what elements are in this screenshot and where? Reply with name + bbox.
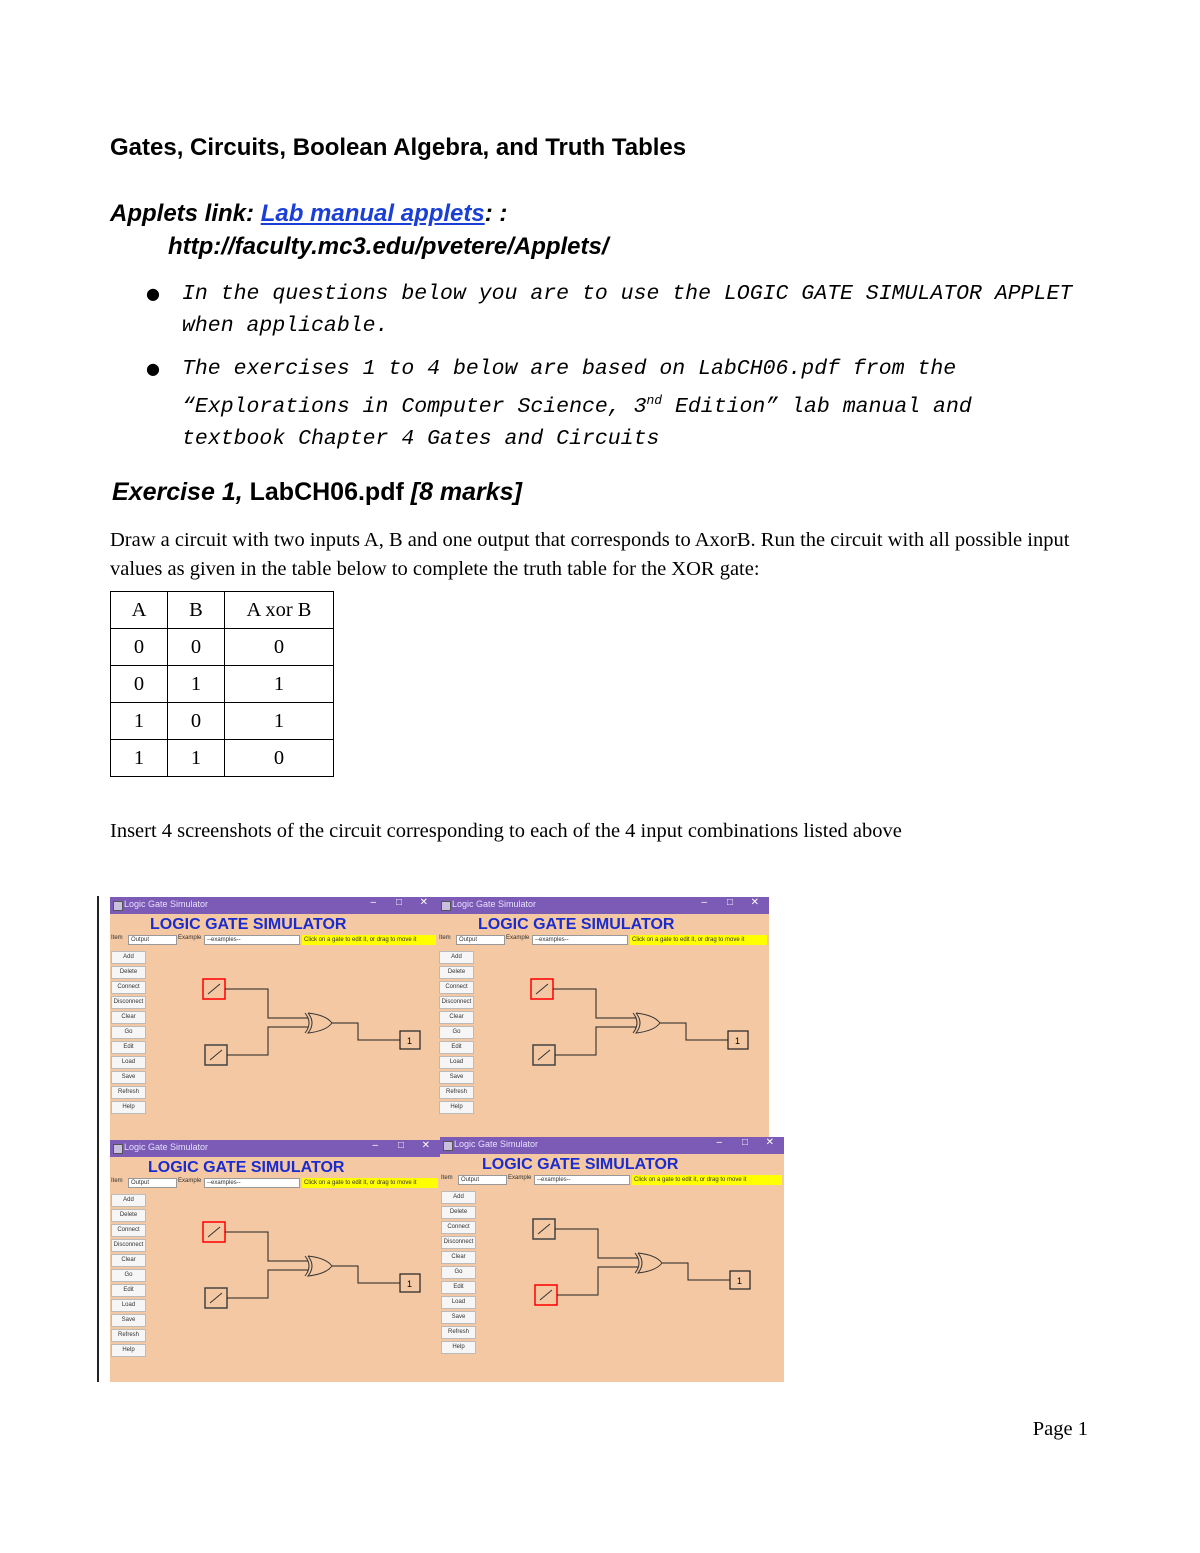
wire-out	[332, 1023, 400, 1040]
xor-gate-curve[interactable]	[305, 1256, 309, 1276]
bullet-icon: ●	[146, 359, 160, 378]
simulator-screenshot	[110, 897, 438, 1140]
simulator-button[interactable]: Add	[111, 951, 146, 964]
wire-b	[227, 1270, 308, 1298]
simulator-button[interactable]: Connect	[111, 981, 146, 994]
simulator-button[interactable]: Edit	[441, 1281, 476, 1294]
simulator-button[interactable]: Save	[441, 1311, 476, 1324]
bullet-icon: ●	[146, 284, 160, 303]
wire-b	[557, 1267, 638, 1295]
example-label: Example	[178, 935, 202, 941]
close-icon[interactable]: ✕	[750, 897, 759, 908]
simulator-button[interactable]: Load	[441, 1296, 476, 1309]
output-value: 1	[737, 1276, 743, 1286]
switch-a-icon[interactable]	[208, 1227, 220, 1237]
simulator-button[interactable]: Go	[111, 1026, 146, 1039]
simulator-button[interactable]: Delete	[441, 1206, 476, 1219]
table-cell: 0	[168, 629, 225, 666]
simulator-title: LOGIC GATE SIMULATOR	[148, 1159, 345, 1176]
xor-gate-curve[interactable]	[633, 1013, 637, 1033]
simulator-button[interactable]: Refresh	[439, 1086, 474, 1099]
maximize-icon[interactable]: □	[397, 1140, 404, 1151]
hint-bar: Click on a gate to edit it, or drag to move it	[632, 1175, 782, 1185]
mode-label: Item	[111, 1178, 123, 1184]
wire-b	[227, 1027, 308, 1055]
simulator-button[interactable]: Delete	[111, 966, 146, 979]
close-icon[interactable]: ✕	[419, 897, 428, 908]
exercise-text: Draw a circuit with two inputs A, B and one output that corresponds to AxorB. Run the circuit with all possible input values as given in the table below to complete the truth table for the XOR gate:	[110, 529, 1070, 580]
simulator-screenshot	[110, 1140, 440, 1382]
simulator-button[interactable]: Edit	[439, 1041, 474, 1054]
simulator-title: LOGIC GATE SIMULATOR	[482, 1156, 679, 1173]
xor-gate[interactable]	[636, 1013, 660, 1033]
instructions-list	[146, 278, 1076, 466]
mode-label: Item	[439, 935, 451, 941]
simulator-button[interactable]: Edit	[111, 1284, 146, 1297]
wire-a	[225, 1232, 308, 1261]
example-select[interactable]: --examples--	[532, 935, 628, 945]
xor-gate[interactable]	[308, 1256, 332, 1276]
table-cell: 1	[111, 703, 168, 740]
maximize-icon[interactable]: □	[741, 1137, 748, 1148]
applets-separator: : :	[484, 200, 508, 227]
mode-select[interactable]: Output	[128, 935, 177, 945]
table-header: B	[168, 592, 225, 629]
simulator-button[interactable]: Save	[439, 1071, 474, 1084]
maximize-icon[interactable]: □	[726, 897, 733, 908]
table-row	[111, 703, 334, 740]
table-header-row	[111, 592, 334, 629]
simulator-screenshot	[438, 897, 769, 1140]
table-row	[111, 629, 334, 666]
mode-select[interactable]: Output	[456, 935, 505, 945]
table-cell: 1	[168, 666, 225, 703]
simulator-button[interactable]: Add	[441, 1191, 476, 1204]
simulator-button[interactable]: Load	[111, 1056, 146, 1069]
simulator-title: LOGIC GATE SIMULATOR	[478, 916, 675, 933]
simulator-button[interactable]: Delete	[439, 966, 474, 979]
example-select[interactable]: --examples--	[204, 1178, 300, 1188]
table-cell: 0	[111, 666, 168, 703]
close-icon[interactable]: ✕	[421, 1140, 430, 1151]
insert-screenshots-text: Insert 4 screenshots of the circuit corresponding to each of the 4 input combinations listed above	[110, 820, 902, 842]
simulator-screenshot	[440, 1137, 784, 1382]
simulator-button[interactable]: Delete	[111, 1209, 146, 1222]
simulator-button[interactable]: Add	[111, 1194, 146, 1207]
simulator-button[interactable]: Add	[439, 951, 474, 964]
output-value: 1	[735, 1036, 741, 1046]
example-select[interactable]: --examples--	[204, 935, 300, 945]
simulator-button[interactable]: Refresh	[441, 1326, 476, 1339]
window-title: Logic Gate Simulator	[452, 899, 537, 909]
hint-bar: Click on a gate to edit it, or drag to move it	[302, 935, 436, 945]
mode-label: Item	[441, 1175, 453, 1181]
list-item	[146, 353, 1076, 455]
xor-gate-curve[interactable]	[635, 1253, 639, 1273]
margin-bar	[97, 896, 99, 1382]
switch-b-icon[interactable]	[540, 1290, 552, 1300]
wire-a	[555, 1229, 638, 1258]
switch-a-icon[interactable]	[538, 1224, 550, 1234]
table-cell: 0	[168, 703, 225, 740]
table-cell: 0	[225, 629, 334, 666]
wire-out	[662, 1263, 730, 1280]
mode-label: Item	[111, 935, 123, 941]
wire-a	[225, 989, 308, 1018]
example-label: Example	[508, 1175, 532, 1181]
page-number: Page 1	[1032, 1418, 1088, 1440]
simulator-title: LOGIC GATE SIMULATOR	[150, 916, 347, 933]
simulator-button[interactable]: Go	[111, 1269, 146, 1282]
circuit-diagram	[110, 1140, 440, 1382]
xor-gate-curve[interactable]	[305, 1013, 309, 1033]
hint-bar: Click on a gate to edit it, or drag to move it	[302, 1178, 438, 1188]
simulator-button[interactable]: Connect	[439, 981, 474, 994]
mode-select[interactable]: Output	[128, 1178, 177, 1188]
simulator-button[interactable]: Clear	[439, 1011, 474, 1024]
simulator-button[interactable]: Clear	[111, 1254, 146, 1267]
hint-bar: Click on a gate to edit it, or drag to move it	[630, 935, 767, 945]
simulator-button[interactable]: Go	[441, 1266, 476, 1279]
simulator-button[interactable]: Disconnect	[111, 1239, 146, 1252]
simulator-button[interactable]: Help	[111, 1344, 146, 1357]
bullet-text: In the questions below you are to use the LOGIC GATE SIMULATOR APPLET when applicable.	[182, 282, 1073, 338]
wire-b	[555, 1027, 636, 1055]
minimize-icon[interactable]: –	[372, 1140, 378, 1151]
simulator-button[interactable]: Load	[439, 1056, 474, 1069]
table-cell: 1	[225, 666, 334, 703]
wire-a	[553, 989, 636, 1018]
simulator-button[interactable]: Go	[439, 1026, 474, 1039]
switch-a-icon[interactable]	[536, 984, 548, 994]
truth-table	[110, 591, 334, 777]
simulator-button[interactable]: Help	[441, 1341, 476, 1354]
applets-url[interactable]: http://faculty.mc3.edu/pvetere/Applets/	[168, 233, 609, 260]
simulator-button[interactable]: Edit	[111, 1041, 146, 1054]
table-cell: 1	[111, 740, 168, 777]
example-label: Example	[506, 935, 530, 941]
applets-label: Applets link:	[110, 200, 261, 227]
table-cell: 1	[168, 740, 225, 777]
simulator-button[interactable]: Save	[111, 1314, 146, 1327]
window-title: Logic Gate Simulator	[124, 899, 209, 909]
circuit-diagram	[110, 897, 438, 1140]
page-title: Gates, Circuits, Boolean Algebra, and Truth Tables	[110, 134, 687, 161]
circuit-diagram	[438, 897, 769, 1140]
switch-b-icon[interactable]	[538, 1050, 550, 1060]
simulator-button[interactable]: Connect	[441, 1221, 476, 1234]
simulator-button[interactable]: Refresh	[111, 1329, 146, 1342]
simulator-button[interactable]: Disconnect	[441, 1236, 476, 1249]
table-cell: 0	[225, 740, 334, 777]
example-select[interactable]: --examples--	[534, 1175, 630, 1185]
simulator-button[interactable]: Refresh	[111, 1086, 146, 1099]
output-value: 1	[407, 1036, 413, 1046]
maximize-icon[interactable]: □	[395, 897, 402, 908]
circuit-diagram	[440, 1137, 784, 1382]
simulator-button[interactable]: Load	[111, 1299, 146, 1312]
simulator-button[interactable]: Help	[111, 1101, 146, 1114]
simulator-button[interactable]: Clear	[441, 1251, 476, 1264]
table-header: A	[111, 592, 168, 629]
simulator-button[interactable]: Help	[439, 1101, 474, 1114]
minimize-icon[interactable]: –	[370, 897, 376, 908]
mode-select[interactable]: Output	[458, 1175, 507, 1185]
xor-gate[interactable]	[308, 1013, 332, 1033]
close-icon[interactable]: ✕	[765, 1137, 774, 1148]
switch-b-icon[interactable]	[210, 1050, 222, 1060]
table-header: A xor B	[225, 592, 334, 629]
exercise-heading: Exercise 1, LabCH06.pdf [8 marks]	[112, 478, 522, 506]
simulator-button[interactable]: Disconnect	[439, 996, 474, 1009]
window-title: Logic Gate Simulator	[124, 1142, 209, 1152]
output-value: 1	[407, 1279, 413, 1289]
lab-manual-applets-link[interactable]: Lab manual applets	[260, 200, 485, 227]
simulator-button[interactable]: Disconnect	[111, 996, 146, 1009]
window-title: Logic Gate Simulator	[454, 1139, 539, 1149]
table-cell: 1	[225, 703, 334, 740]
wire-out	[660, 1023, 728, 1040]
simulator-button[interactable]: Clear	[111, 1011, 146, 1024]
xor-gate[interactable]	[638, 1253, 662, 1273]
switch-a-icon[interactable]	[208, 984, 220, 994]
table-row	[111, 666, 334, 703]
list-item	[146, 278, 1076, 342]
simulator-button[interactable]: Connect	[111, 1224, 146, 1237]
bullet-text: The exercises 1 to 4 below are based on LabCH06.pdf from the “Explorations in Computer Science, 3nd Edition” lab manual and textbook Chapter 4 Gates and Circuits	[182, 357, 972, 452]
table-row	[111, 740, 334, 777]
minimize-icon[interactable]: –	[701, 897, 707, 908]
example-label: Example	[178, 1178, 202, 1184]
switch-b-icon[interactable]	[210, 1293, 222, 1303]
applets-link-line	[110, 200, 507, 228]
wire-out	[332, 1266, 400, 1283]
minimize-icon[interactable]: –	[716, 1137, 722, 1148]
simulator-button[interactable]: Save	[111, 1071, 146, 1084]
table-cell: 0	[111, 629, 168, 666]
